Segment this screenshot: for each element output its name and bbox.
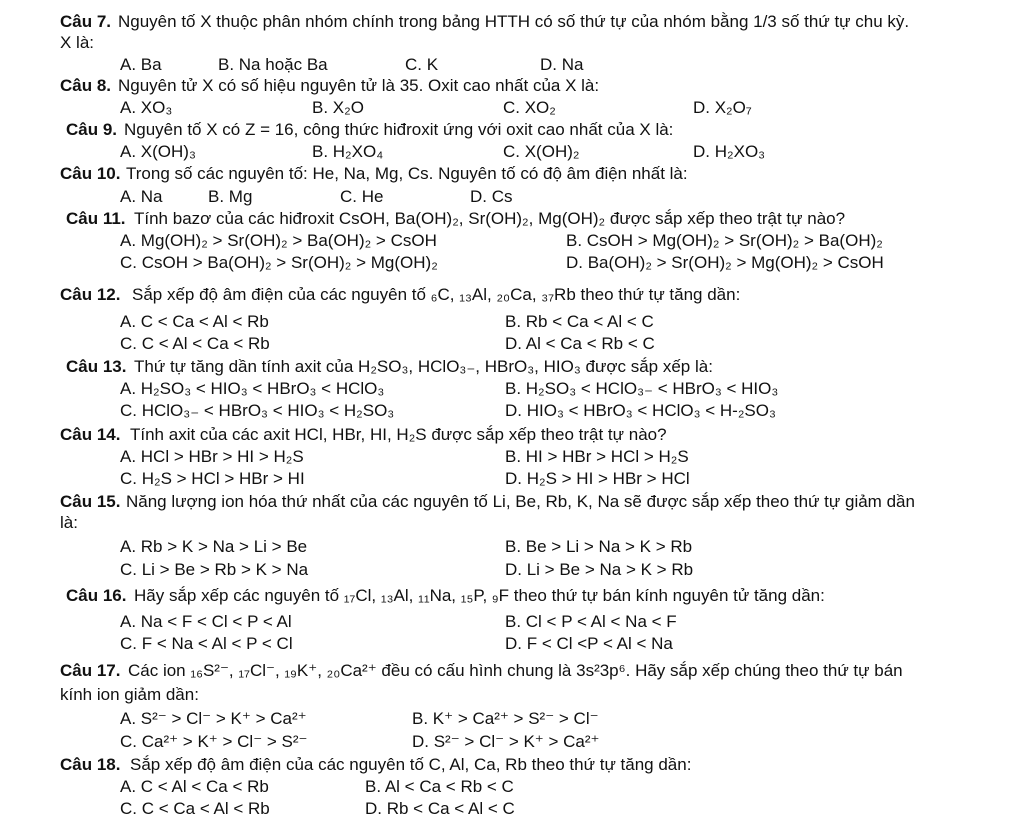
option-a: A. S²⁻ > Cl⁻ > K⁺ > Ca²⁺	[120, 709, 307, 728]
question-text: Nguyên tố X thuộc phân nhóm chính trong bảng HTTH có số thứ tự của nhóm bằng 1/3 số thứ tự chu kỳ.	[118, 12, 910, 31]
option-d: D. Rb < Ca < Al < C	[365, 799, 515, 818]
question-text: Thứ tự tăng dần tính axit của H₂SO₃, HClO₃₋, HBrO₃, HIO₃ được sắp xếp là:	[134, 357, 713, 376]
question-label: Câu 15.	[60, 492, 121, 511]
option-a: A. C < Ca < Al < Rb	[120, 312, 269, 331]
option-d: D. X₂O₇	[693, 98, 752, 117]
option-c: C. HClO₃₋ < HBrO₃ < HIO₃ < H₂SO₃	[120, 401, 395, 420]
option-b: B. H₂XO₄	[312, 142, 384, 161]
option-c: C. C < Ca < Al < Rb	[120, 799, 270, 818]
option-d: D. Li > Be > Na > K > Rb	[505, 560, 694, 579]
option-a: A. XO₃	[120, 98, 173, 117]
question-text: Các ion ₁₆S²⁻, ₁₇Cl⁻, ₁₉K⁺, ₂₀Ca²⁺ đều có cấu hình chung là 3s²3p⁶. Hãy sắp xếp chúng theo thứ tự bán	[128, 661, 903, 680]
option-d: D. Ba(OH)₂ > Sr(OH)₂ > Mg(OH)₂ > CsOH	[566, 253, 884, 272]
question-label: Câu 10.	[60, 164, 121, 183]
option-b: B. Be > Li > Na > K > Rb	[505, 537, 693, 556]
question-label: Câu 11.	[66, 209, 126, 228]
option-c: C. XO₂	[503, 98, 556, 117]
option-d: D. H₂XO₃	[693, 142, 766, 161]
option-b: B. Mg	[208, 187, 253, 206]
option-c: C. K	[405, 55, 439, 74]
option-b: B. X₂O	[312, 98, 364, 117]
option-b: B. Al < Ca < Rb < C	[365, 777, 514, 796]
question-label: Câu 8.	[60, 76, 112, 95]
question-text: Sắp xếp độ âm điện của các nguyên tố ₆C, ₁₃Al, ₂₀Ca, ₃₇Rb theo thứ tự tăng dần:	[132, 285, 741, 304]
question-label: Câu 17.	[60, 661, 121, 680]
question-label: Câu 9.	[66, 120, 118, 139]
option-c: C. C < Al < Ca < Rb	[120, 334, 270, 353]
option-b: B. HI > HBr > HCl > H₂S	[505, 447, 689, 466]
option-d: D. F < Cl <P < Al < Na	[505, 634, 673, 653]
question-label: Câu 16.	[66, 586, 127, 605]
option-a: A. Mg(OH)₂ > Sr(OH)₂ > Ba(OH)₂ > CsOH	[120, 231, 437, 250]
question-text: Nguyên tử X có số hiệu nguyên tử là 35. Oxit cao nhất của X là:	[118, 76, 600, 95]
option-c: C. H₂S > HCl > HBr > HI	[120, 469, 305, 488]
option-b: B. Cl < P < Al < Na < F	[505, 612, 677, 631]
option-d: D. Cs	[470, 187, 513, 206]
option-b: B. K⁺ > Ca²⁺ > S²⁻ > Cl⁻	[412, 709, 599, 728]
question-text: Tính axit của các axit HCl, HBr, HI, H₂S được sắp xếp theo trật tự nào?	[130, 425, 667, 444]
option-a: A. Rb > K > Na > Li > Be	[120, 537, 308, 556]
option-c: C. CsOH > Ba(OH)₂ > Sr(OH)₂ > Mg(OH)₂	[120, 253, 438, 272]
option-b: B. CsOH > Mg(OH)₂ > Sr(OH)₂ > Ba(OH)₂	[566, 231, 883, 250]
option-a: A. X(OH)₃	[120, 142, 196, 161]
option-d: D. HIO₃ < HBrO₃ < HClO₃ < H-₂SO₃	[505, 401, 776, 420]
option-c: C. X(OH)₂	[503, 142, 580, 161]
question-text: Sắp xếp độ âm điện của các nguyên tố C, Al, Ca, Rb theo thứ tự tăng dần:	[130, 755, 692, 774]
option-b: B. Na hoặc Ba	[218, 55, 328, 74]
option-a: A. HCl > HBr > HI > H₂S	[120, 447, 304, 466]
option-b: B. Rb < Ca < Al < C	[505, 312, 654, 331]
option-a: A. H₂SO₃ < HIO₃ < HBrO₃ < HClO₃	[120, 379, 385, 398]
option-c: C. Ca²⁺ > K⁺ > Cl⁻ > S²⁻	[120, 732, 308, 751]
option-a: A. Na < F < Cl < P < Al	[120, 612, 292, 631]
option-a: A. Ba	[120, 55, 162, 74]
question-label: Câu 12.	[60, 285, 121, 304]
question-text-cont: là:	[60, 513, 78, 532]
option-a: A. C < Al < Ca < Rb	[120, 777, 269, 796]
option-c: C. Li > Be > Rb > K > Na	[120, 560, 309, 579]
question-text-cont: X là:	[60, 33, 95, 52]
option-a: A. Na	[120, 187, 163, 206]
option-d: D. Al < Ca < Rb < C	[505, 334, 655, 353]
question-label: Câu 14.	[60, 425, 121, 444]
question-text: Trong số các nguyên tố: He, Na, Mg, Cs. Nguyên tố có độ âm điện nhất là:	[126, 164, 688, 183]
option-c: C. F < Na < Al < P < Cl	[120, 634, 293, 653]
option-b: B. H₂SO₃ < HClO₃₋ < HBrO₃ < HIO₃	[505, 379, 779, 398]
question-text-cont: kính ion giảm dần:	[60, 685, 199, 704]
option-d: D. S²⁻ > Cl⁻ > K⁺ > Ca²⁺	[412, 732, 600, 751]
option-d: D. Na	[540, 55, 584, 74]
question-text: Tính bazơ của các hiđroxit CsOH, Ba(OH)₂, Sr(OH)₂, Mg(OH)₂ được sắp xếp theo trật tự nào?	[134, 209, 846, 228]
question-text: Hãy sắp xếp các nguyên tố ₁₇Cl, ₁₃Al, ₁₁Na, ₁₅P, ₉F theo thứ tự bán kính nguyên tử tăng dần:	[134, 586, 825, 605]
question-text: Năng lượng ion hóa thứ nhất của các nguyên tố Li, Be, Rb, K, Na sẽ được sắp xếp theo thứ tự giảm dần	[126, 492, 915, 511]
question-label: Câu 13.	[66, 357, 127, 376]
option-c: C. He	[340, 187, 384, 206]
option-d: D. H₂S > HI > HBr > HCl	[505, 469, 690, 488]
question-label: Câu 18.	[60, 755, 121, 774]
question-label: Câu 7.	[60, 12, 112, 31]
question-text: Nguyên tố X có Z = 16, công thức hiđroxit ứng với oxit cao nhất của X là:	[124, 120, 674, 139]
